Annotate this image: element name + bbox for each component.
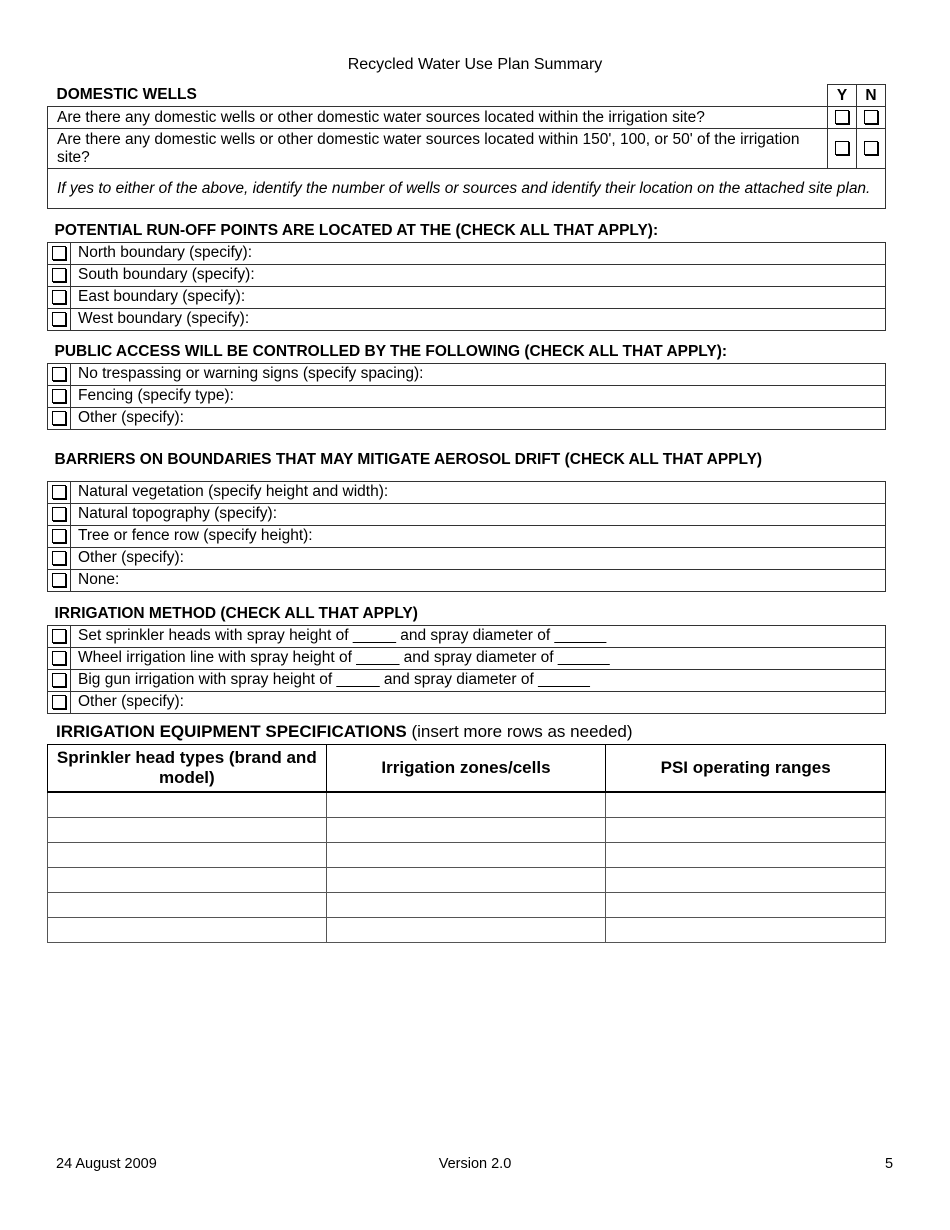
domestic-wells-heading: DOMESTIC WELLS (48, 85, 828, 107)
page-title: Recycled Water Use Plan Summary (347, 56, 603, 73)
question-2: Are there any domestic wells or other domestic water sources located within 150', 100, or 50' of the irrigation site? (48, 129, 828, 169)
method-other-label: Other (specify): (71, 691, 886, 713)
equipment-title: IRRIGATION EQUIPMENT SPECIFICATIONS (56, 722, 407, 741)
table-cell[interactable] (48, 818, 327, 843)
public-access-table (47, 341, 886, 430)
runoff-north-label: North boundary (specify): (71, 242, 886, 264)
table-cell[interactable] (606, 843, 886, 868)
runoff-north-checkbox[interactable] (52, 246, 66, 260)
table-cell[interactable] (48, 893, 327, 918)
table-row (48, 843, 886, 868)
sprinkler-types-header: Sprinkler head types (brand and model) (48, 745, 327, 793)
no-column-header: N (857, 85, 886, 107)
table-cell[interactable] (48, 868, 327, 893)
runoff-east-label: East boundary (specify): (71, 286, 886, 308)
question-2-yes-checkbox[interactable] (835, 141, 849, 155)
table-cell[interactable] (326, 918, 606, 943)
footer-date: 24 August 2009 (56, 1156, 157, 1172)
set-sprinkler-label: Set sprinkler heads with spray height of _____ and spray diameter of ______ (71, 625, 886, 647)
big-gun-checkbox[interactable] (52, 673, 66, 687)
table-row (48, 893, 886, 918)
psi-header: PSI operating ranges (606, 745, 886, 793)
zones-header: Irrigation zones/cells (326, 745, 606, 793)
table-cell[interactable] (48, 792, 327, 818)
tree-row-label: Tree or fence row (specify height): (71, 525, 886, 547)
table-row (48, 792, 886, 818)
table-cell[interactable] (606, 868, 886, 893)
table-cell[interactable] (326, 893, 606, 918)
barrier-other-checkbox[interactable] (52, 551, 66, 565)
signs-label: No trespassing or warning signs (specify spacing): (71, 363, 886, 385)
public-access-heading: PUBLIC ACCESS WILL BE CONTROLLED BY THE FOLLOWING (CHECK ALL THAT APPLY): (48, 341, 886, 363)
table-cell[interactable] (326, 868, 606, 893)
question-1-no-checkbox[interactable] (864, 110, 878, 124)
table-cell[interactable] (606, 818, 886, 843)
runoff-west-label: West boundary (specify): (71, 308, 886, 330)
method-other-checkbox[interactable] (52, 695, 66, 709)
runoff-west-checkbox[interactable] (52, 312, 66, 326)
barriers-table (47, 439, 886, 592)
table-row (48, 868, 886, 893)
table-cell[interactable] (606, 792, 886, 818)
table-cell[interactable] (326, 792, 606, 818)
runoff-heading: POTENTIAL RUN-OFF POINTS ARE LOCATED AT THE (CHECK ALL THAT APPLY): (48, 220, 886, 242)
question-1-yes-checkbox[interactable] (835, 110, 849, 124)
equipment-note: (insert more rows as needed) (411, 722, 633, 741)
domestic-wells-note: If yes to either of the above, identify the number of wells or sources and identify their location on the attached site plan. (48, 169, 886, 209)
runoff-east-checkbox[interactable] (52, 290, 66, 304)
topography-checkbox[interactable] (52, 507, 66, 521)
table-cell[interactable] (606, 918, 886, 943)
wheel-line-label: Wheel irrigation line with spray height of _____ and spray diameter of ______ (71, 647, 886, 669)
question-2-no-checkbox[interactable] (864, 141, 878, 155)
barrier-none-checkbox[interactable] (52, 573, 66, 587)
vegetation-checkbox[interactable] (52, 485, 66, 499)
tree-row-checkbox[interactable] (52, 529, 66, 543)
set-sprinkler-checkbox[interactable] (52, 629, 66, 643)
topography-label: Natural topography (specify): (71, 503, 886, 525)
table-cell[interactable] (606, 893, 886, 918)
domestic-wells-table (47, 84, 886, 209)
access-other-label: Other (specify): (71, 407, 886, 429)
equipment-table (47, 744, 886, 943)
big-gun-label: Big gun irrigation with spray height of _____ and spray diameter of ______ (71, 669, 886, 691)
footer-page-number: 5 (885, 1156, 894, 1172)
wheel-line-checkbox[interactable] (52, 651, 66, 665)
irrigation-method-table (47, 603, 886, 714)
table-cell[interactable] (48, 843, 327, 868)
fencing-label: Fencing (specify type): (71, 385, 886, 407)
table-cell[interactable] (48, 918, 327, 943)
runoff-table (47, 220, 886, 331)
yes-column-header: Y (828, 85, 857, 107)
equipment-heading (56, 722, 633, 742)
barrier-none-label: None: (71, 569, 886, 591)
table-cell[interactable] (326, 843, 606, 868)
table-cell[interactable] (326, 818, 606, 843)
barrier-other-label: Other (specify): (71, 547, 886, 569)
footer-version: Version 2.0 (438, 1156, 512, 1172)
vegetation-label: Natural vegetation (specify height and width): (71, 481, 886, 503)
barriers-heading: BARRIERS ON BOUNDARIES THAT MAY MITIGATE AEROSOL DRIFT (CHECK ALL THAT APPLY) (48, 439, 886, 481)
table-row (48, 818, 886, 843)
fencing-checkbox[interactable] (52, 389, 66, 403)
irrigation-method-heading: IRRIGATION METHOD (CHECK ALL THAT APPLY) (48, 603, 886, 625)
question-1: Are there any domestic wells or other domestic water sources located within the irrigation site? (48, 107, 828, 129)
access-other-checkbox[interactable] (52, 411, 66, 425)
runoff-south-checkbox[interactable] (52, 268, 66, 282)
runoff-south-label: South boundary (specify): (71, 264, 886, 286)
table-row (48, 918, 886, 943)
signs-checkbox[interactable] (52, 367, 66, 381)
